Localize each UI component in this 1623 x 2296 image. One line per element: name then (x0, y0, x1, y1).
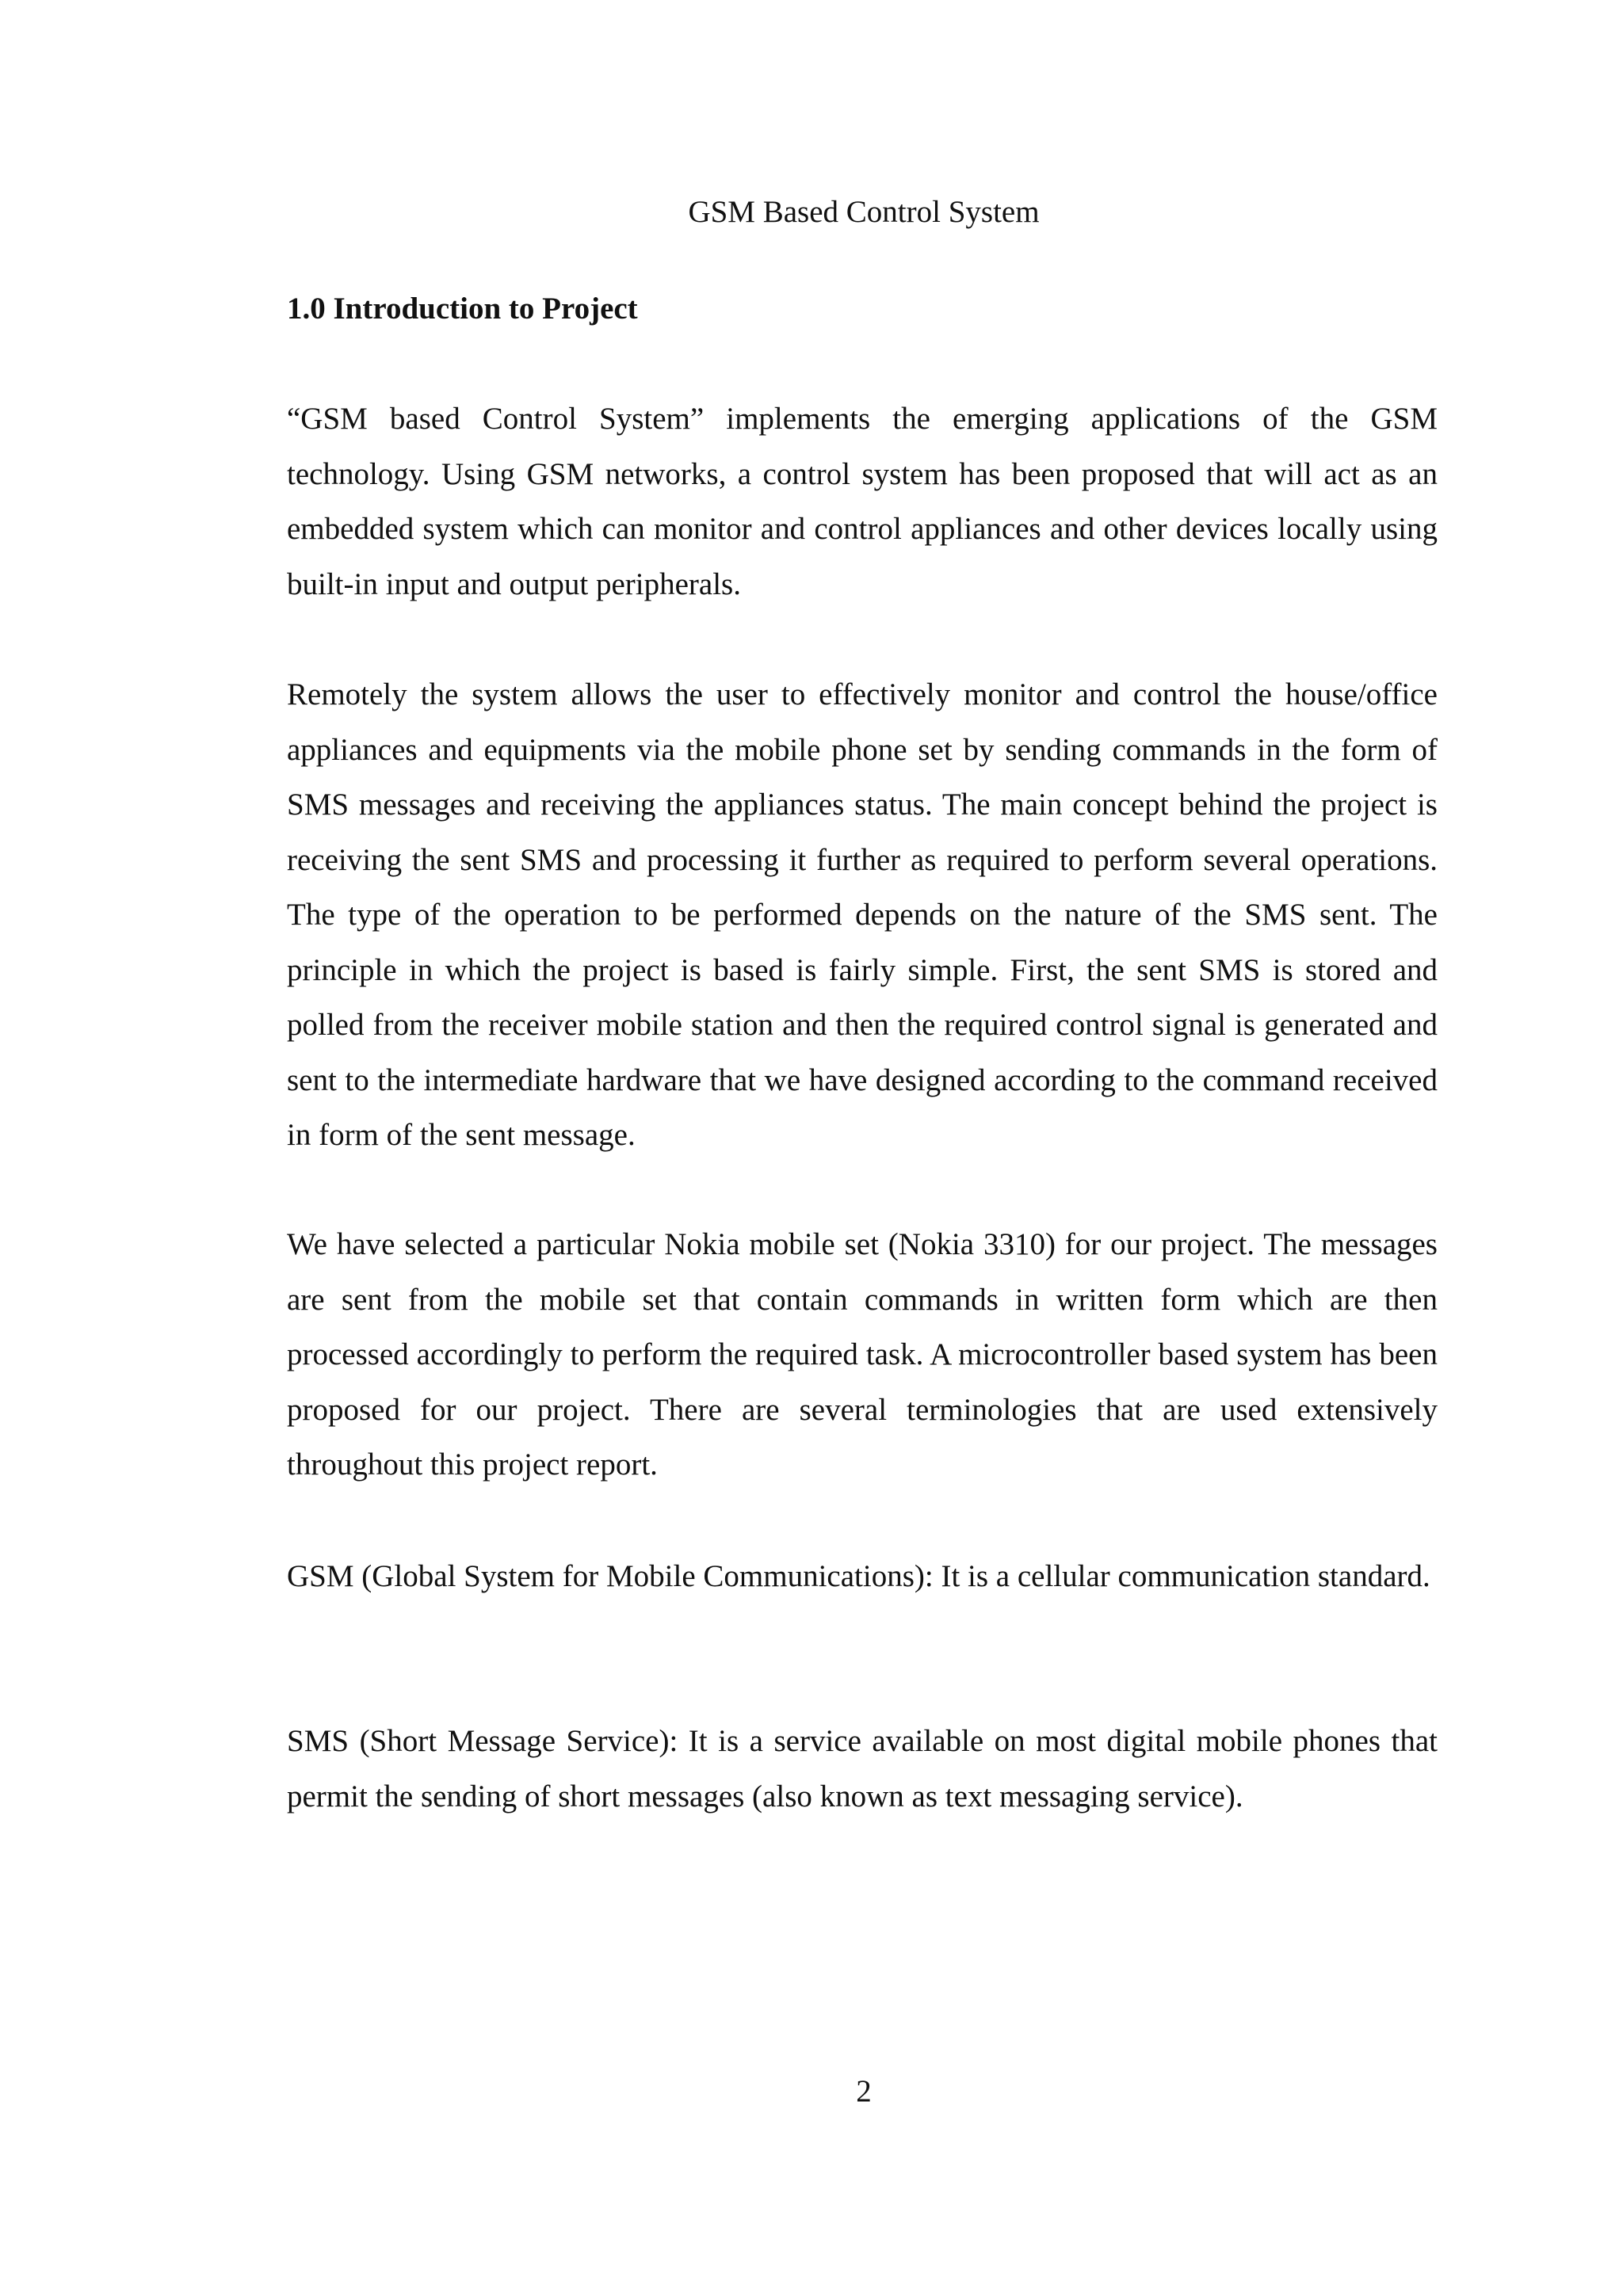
page-number: 2 (856, 2074, 872, 2108)
paragraph-remote-operation: Remotely the system allows the user to effectively monitor and control the house/office appliances and equipments via the mobile phone set by sending commands in the form of SMS messages and receiving the appliances status. The main concept behind the project is receiving the sent SMS and processing it further as required to perform several operations. The type of the operation to be performed depends on the nature of the SMS sent. The principle in which the project is based is fairly simple. First, the sent SMS is stored and polled from the receiver mobile station and then the required control signal is generated and sent to the intermediate hardware that we have designed according to the command received in form of the sent message. (287, 677, 1438, 1152)
running-title: GSM Based Control System (688, 195, 1040, 229)
section-heading: 1.0 Introduction to Project (287, 292, 638, 326)
paragraph-introduction: “GSM based Control System” implements the emerging applications of the GSM technology. Using GSM networks, a control system has been proposed that will act as an embedded system which can monitor and control appliances and other devices locally using built-in input and output peripherals. (287, 402, 1438, 601)
paragraph-gsm-definition: GSM (Global System for Mobile Communications): It is a cellular communication standard. (287, 1559, 1430, 1593)
paragraph-sms-definition: SMS (Short Message Service): It is a service available on most digital mobile phones that permit the sending of short messages (also known as text messaging service). (287, 1724, 1438, 1814)
paragraph-nokia-set: We have selected a particular Nokia mobile set (Nokia 3310) for our project. The messages are sent from the mobile set that contain commands in written form which are then processed accordingly to perform the required task. A microcontroller based system has been proposed for our project. There are several terminologies that are used extensively throughout this project report. (287, 1227, 1438, 1482)
